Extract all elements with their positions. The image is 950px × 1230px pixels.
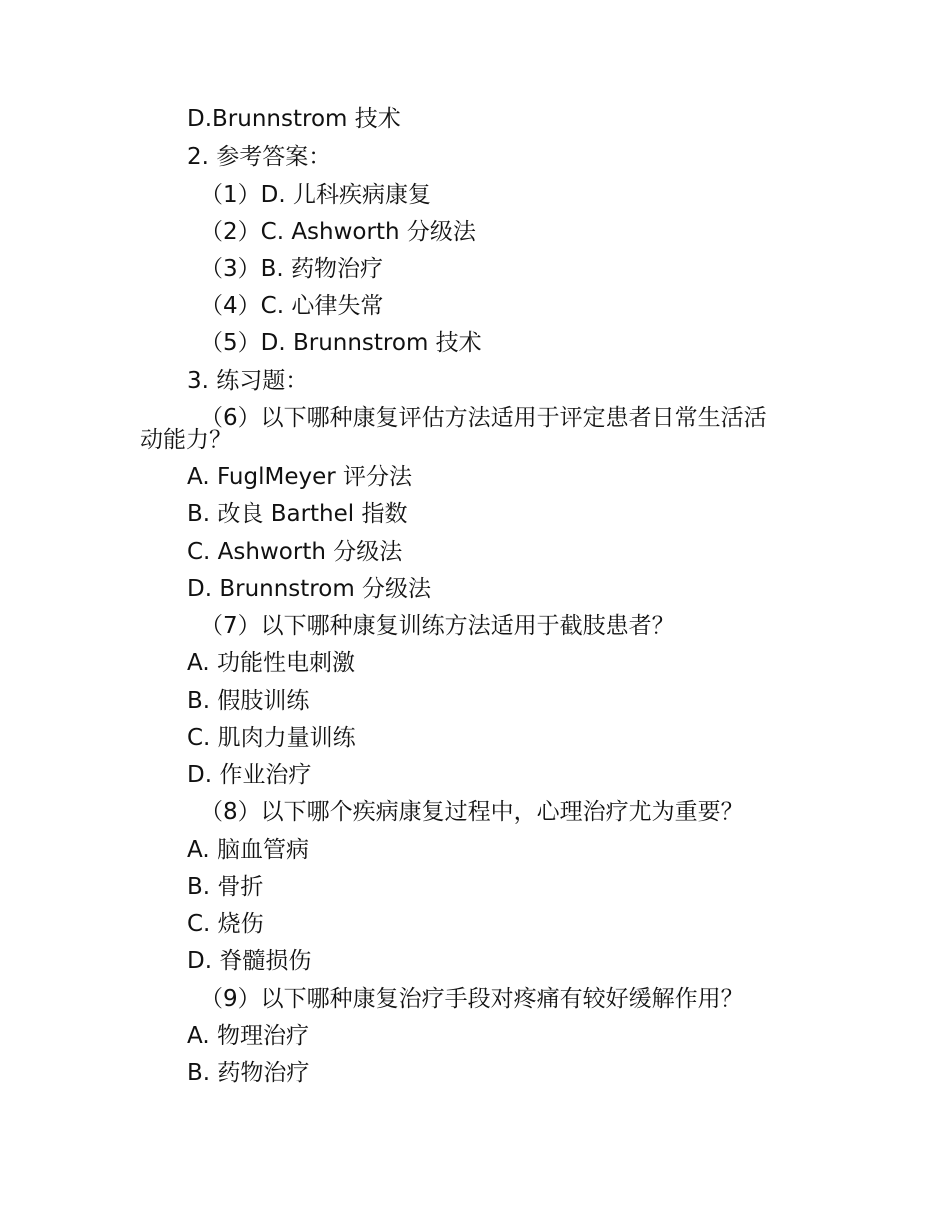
option-line: B. 改良 Barthel 指数 — [187, 501, 408, 527]
option-line: C. Ashworth 分级法 — [187, 539, 403, 565]
question-line: （6）以下哪种康复评估方法适用于评定患者日常生活活 — [200, 405, 767, 431]
option-line: D. 脊髓损伤 — [187, 948, 312, 974]
option-line: C. 肌肉力量训练 — [187, 725, 356, 751]
answer-line: （4）C. 心律失常 — [200, 293, 384, 319]
section-heading-answers: 2. 参考答案： — [187, 144, 332, 170]
question-line: （9）以下哪种康复治疗手段对疼痛有较好缓解作用？ — [200, 986, 744, 1012]
option-line: C. 烧伤 — [187, 911, 264, 937]
answer-line: （2）C. Ashworth 分级法 — [200, 219, 476, 245]
option-line: A. 脑血管病 — [187, 837, 309, 863]
option-line: A. 功能性电刺激 — [187, 650, 355, 676]
option-line: D. Brunnstrom 分级法 — [187, 576, 432, 602]
question-line: （7）以下哪种康复训练方法适用于截肢患者？ — [200, 613, 675, 639]
question-line: （8）以下哪个疾病康复过程中，心理治疗尤为重要？ — [200, 799, 744, 825]
option-line: A. FuglMeyer 评分法 — [187, 464, 413, 490]
text-line: D.Brunnstrom 技术 — [187, 106, 401, 132]
option-line: A. 物理治疗 — [187, 1023, 309, 1049]
option-line: B. 骨折 — [187, 874, 264, 900]
answer-line: （5）D. Brunnstrom 技术 — [200, 330, 482, 356]
option-line: D. 作业治疗 — [187, 762, 312, 788]
answer-line: （1）D. 儿科疾病康复 — [200, 182, 431, 208]
option-line: B. 假肢训练 — [187, 688, 310, 714]
section-heading-exercises: 3. 练习题： — [187, 368, 309, 394]
answer-line: （3）B. 药物治疗 — [200, 256, 384, 282]
question-line-wrap: 动能力？ — [140, 427, 232, 453]
option-line: B. 药物治疗 — [187, 1060, 310, 1086]
